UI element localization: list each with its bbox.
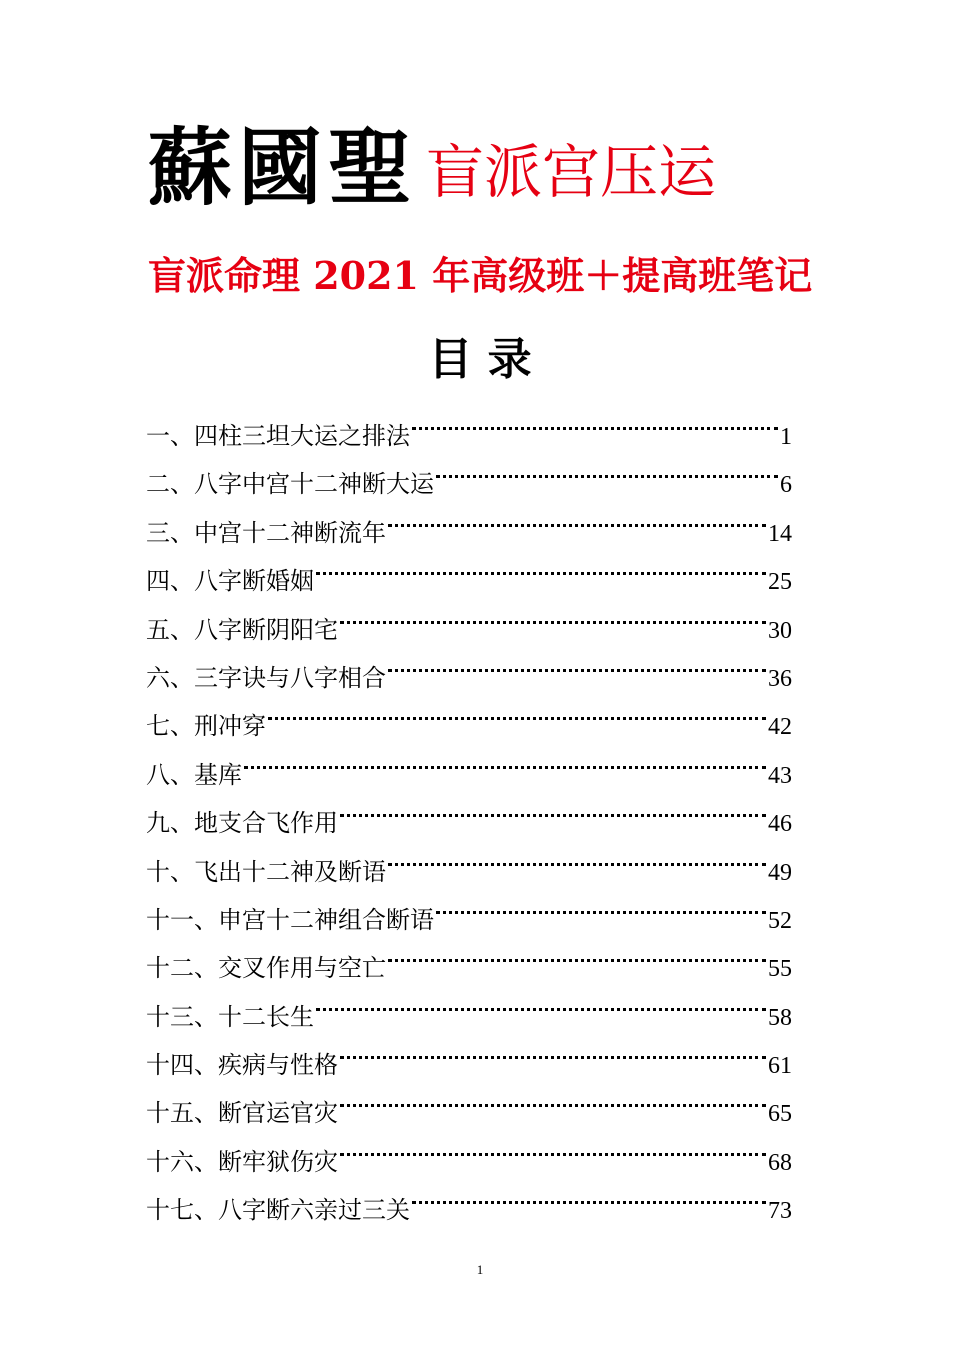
toc-dot-leader: [340, 590, 766, 638]
title-row: [148, 118, 716, 218]
toc-dot-leader: [388, 638, 766, 686]
toc-entry-label: 二、八字中宫十二神断大运: [146, 470, 434, 499]
toc-entry-label: 九、地支合飞作用: [146, 809, 338, 838]
toc-entry-page: 43: [768, 762, 792, 789]
toc-entry-page: 52: [768, 907, 792, 934]
toc-entry-label: 十一、申宫十二神组合断语: [146, 905, 434, 934]
toc-entry-label: 十三、十二长生: [146, 1002, 314, 1031]
toc-entry-label: 十二、交叉作用与空亡: [146, 954, 386, 983]
toc-entry-page: 36: [768, 665, 792, 692]
toc-entry-page: 55: [768, 956, 792, 983]
toc-dot-leader: [340, 1073, 766, 1121]
toc-dot-leader: [340, 1122, 766, 1170]
toc-entry-page: 58: [768, 1004, 792, 1031]
toc-heading: 目 录: [428, 334, 532, 385]
table-of-contents: [146, 396, 792, 1225]
toc-dot-leader: [268, 686, 766, 734]
toc-entry-label: 一、四柱三坦大运之排法: [146, 422, 410, 450]
toc-dot-leader: [388, 832, 766, 880]
toc-dot-leader: [412, 396, 778, 444]
subtitle: 盲派命理 2021 年高级班＋提高班笔记: [148, 253, 813, 298]
toc-entry-page: 61: [768, 1053, 792, 1080]
toc-entry-label: 七、刑冲穿: [146, 712, 266, 741]
toc-entry-label: 十六、断牢狱伤灾: [146, 1147, 338, 1176]
toc-dot-leader: [388, 493, 766, 541]
toc-entry-page: 25: [768, 569, 792, 596]
toc-entry-label: 三、中宫十二神断流年: [146, 518, 386, 547]
toc-entry-label: 四、八字断婚姻: [146, 567, 314, 596]
toc-dot-leader: [244, 735, 766, 783]
toc-dot-leader: [316, 977, 766, 1025]
toc-entry-label: 八、基库: [146, 760, 242, 789]
toc-entry[interactable]: [146, 783, 792, 838]
author-name: 蘇國聖: [148, 118, 419, 217]
toc-entry-label: 十四、疾病与性格: [146, 1051, 338, 1080]
toc-entry-label: 六、三字诀与八字相合: [146, 663, 386, 692]
toc-entry-page: 42: [768, 714, 792, 741]
toc-entry-page: 65: [768, 1101, 792, 1128]
toc-entry-page: 73: [768, 1198, 792, 1225]
toc-entry-page: 49: [768, 859, 792, 886]
toc-entry-page: 1: [780, 424, 792, 450]
toc-entry[interactable]: [146, 396, 792, 450]
toc-entry-page: 46: [768, 811, 792, 838]
toc-entry-page: 30: [768, 617, 792, 644]
toc-dot-leader: [412, 1170, 766, 1218]
toc-dot-leader: [340, 783, 766, 831]
toc-entry-label: 十七、八字断六亲过三关: [146, 1196, 410, 1225]
toc-entry-label: 五、八字断阴阳宅: [146, 615, 338, 644]
toc-entry-page: 14: [768, 520, 792, 547]
toc-dot-leader: [340, 1025, 766, 1073]
toc-entry-page: 68: [768, 1149, 792, 1176]
footer-page-number: 1: [476, 1262, 484, 1277]
book-title: 盲派宫压运: [426, 138, 717, 206]
toc-entry-label: 十、飞出十二神及断语: [146, 857, 386, 886]
toc-dot-leader: [388, 928, 766, 976]
toc-dot-leader: [436, 880, 766, 928]
toc-dot-leader: [316, 541, 766, 589]
toc-dot-leader: [436, 444, 778, 492]
toc-entry-label: 十五、断官运官灾: [146, 1099, 338, 1128]
toc-entry-page: 6: [780, 472, 792, 499]
